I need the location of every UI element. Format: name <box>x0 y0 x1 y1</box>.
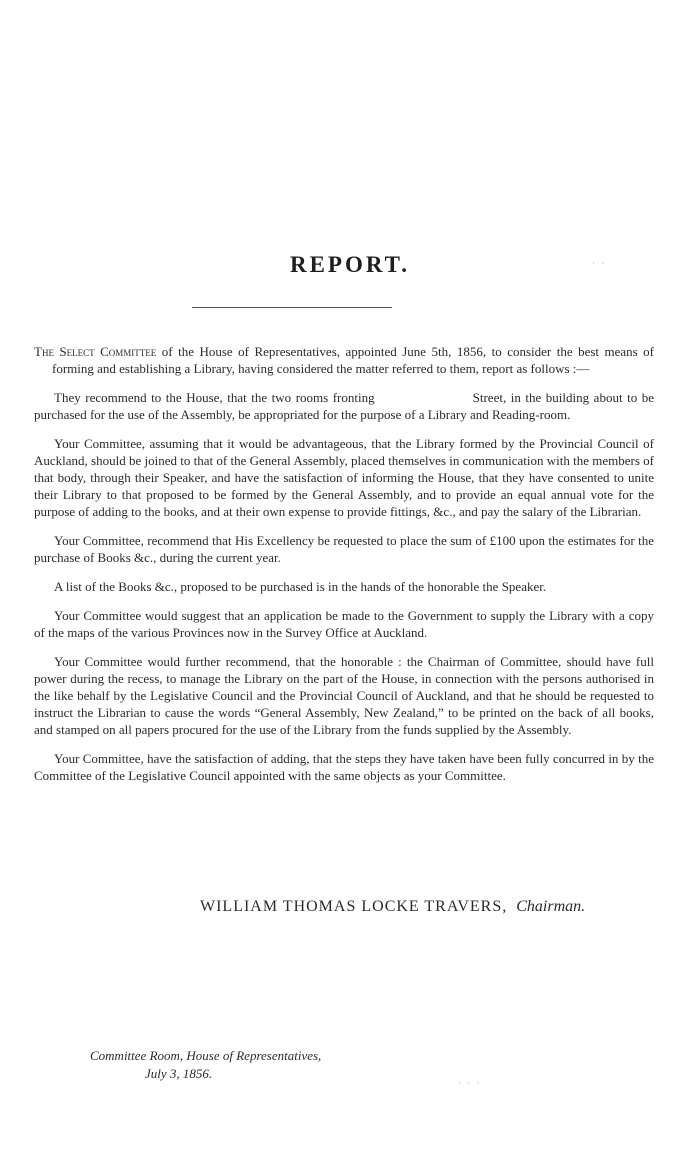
rooms-text-a: They recommend to the House, that the two rooms fronting <box>54 390 375 405</box>
chairman-signature <box>200 898 585 916</box>
footer-dateline <box>90 1047 321 1083</box>
report-body <box>34 343 654 796</box>
title-rule <box>192 307 392 308</box>
committee-room: Committee Room, House of Representatives, <box>90 1048 322 1063</box>
report-date: July 3, 1856. <box>145 1066 213 1081</box>
paragraph-estimates: Your Committee, recommend that His Excellency be requested to place the sum of £100 upon the estimates for the purchase of Books &c., during the current year. <box>34 533 654 565</box>
chairman-name: WILLIAM THOMAS LOCKE TRAVERS, <box>200 898 508 915</box>
paragraph-intro <box>34 343 654 377</box>
paragraph-chairman-powers: Your Committee would further recommend, that the honorable : the Chairman of Committee, should have full power during the recess, to manage the Library on the part of the House, in connection with the persons authorised in the like behalf by the Legislative Council and the Provincial Council of Auckland, and that he should be requested to instruct the Librarian to cause the words “General Assembly, New Zealand,” to be printed on the back of all books, and stamped on all papers procured for the use of the Library from the funds supplied by the Assembly. <box>34 654 654 737</box>
report-title: REPORT. <box>289 252 411 277</box>
committee-lead: The Select Committee <box>34 344 157 359</box>
paragraph-maps: Your Committee would suggest that an application be made to the Government to supply the Library with a copy of the maps of the various Provinces now in the Survey Office at Auckland. <box>34 608 654 640</box>
paragraph-book-list: A list of the Books &c., proposed to be purchased is in the hands of the honorable the Speaker. <box>54 579 547 594</box>
print-speck: · · <box>592 258 607 268</box>
print-speck: · · · <box>458 1078 482 1088</box>
chairman-role: Chairman. <box>516 898 586 915</box>
intro-text: of the House of Representatives, appointed June 5th, 1856, to consider the best means of forming and establishing a Library, having considered the matter referred to them, report as follows :— <box>52 344 655 376</box>
rooms-text-b: Street, in the building about to be purchased for the use of the Assembly, be appropriated for the purpose of a Library and Reading-room. <box>34 390 655 422</box>
paragraph-concurrence: Your Committee, have the satisfaction of adding, that the steps they have taken have been fully concurred in by the Committee of the Legislative Council appointed with the same objects as your Committee. <box>34 751 654 783</box>
paragraph-rooms <box>34 389 654 423</box>
paragraph-provincial-library: Your Committee, assuming that it would be advantageous, that the Library formed by the Provincial Council of Auckland, should be joined to that of the General Assembly, placed themselves in communication with the members of that body, through their Speaker, and have the satisfaction of informing the House, that they have consented to unite their Library to that proposed to be formed by the General Assembly, and to provide an equal annual vote for the purpose of adding to the books, and at their own expense to provide fittings, &c., and pay the salary of the Librarian. <box>34 436 654 519</box>
